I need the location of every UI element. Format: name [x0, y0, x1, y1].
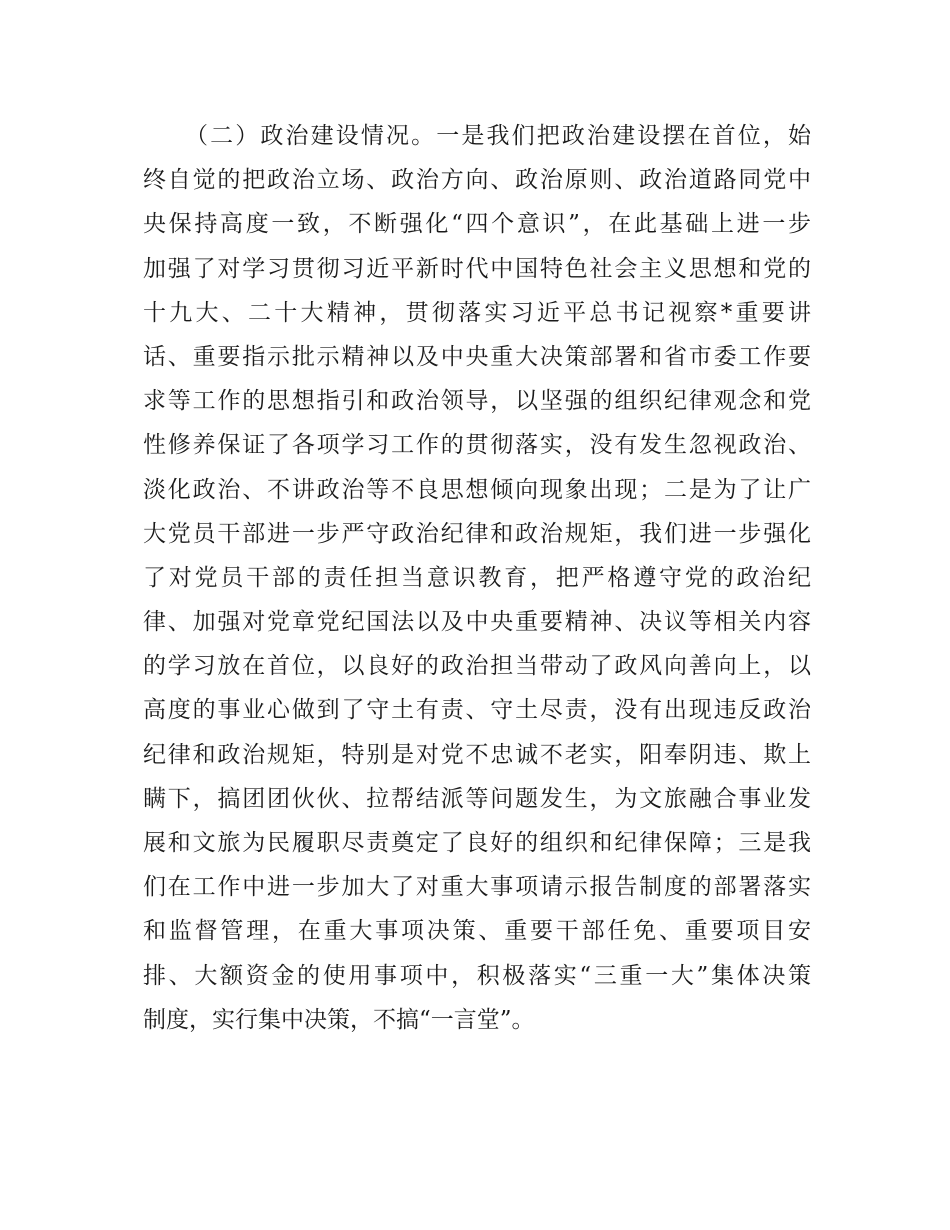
paragraph-line: 的学习放在首位，以良好的政治担当带动了政风向善向上，以 — [143, 653, 811, 680]
paragraph-line: 性修养保证了各项学习工作的贯彻落实，没有发生忽视政治、 — [143, 432, 811, 459]
body-paragraph — [143, 114, 811, 1042]
paragraph-line: 排、大额资金的使用事项中，积极落实“三重一大”集体决策 — [143, 962, 811, 989]
paragraph-line: 们在工作中进一步加大了对重大事项请示报告制度的部署落实 — [143, 874, 811, 901]
paragraph-line: 求等工作的思想指引和政治领导，以坚强的组织纪律观念和党 — [143, 388, 811, 415]
paragraph-line: 加强了对学习贯彻习近平新时代中国特色社会主义思想和党的 — [143, 255, 811, 282]
paragraph-line: 终自觉的把政治立场、政治方向、政治原则、政治道路同党中 — [143, 167, 811, 194]
paragraph-line: 和监督管理，在重大事项决策、重要干部任免、重要项目安 — [143, 918, 811, 945]
paragraph-line: 话、重要指示批示精神以及中央重大决策部署和省市委工作要 — [143, 343, 811, 370]
paragraph-line: （二）政治建设情况。一是我们把政治建设摆在首位，始 — [185, 123, 811, 149]
paragraph-line: 十九大、二十大精神，贯彻落实习近平总书记视察*重要讲 — [143, 299, 811, 326]
paragraph-line: 高度的事业心做到了守土有责、守土尽责，没有出现违反政治 — [143, 697, 811, 724]
paragraph-line: 了对党员干部的责任担当意识教育，把严格遵守党的政治纪 — [143, 564, 811, 591]
paragraph-line: 淡化政治、不讲政治等不良思想倾向现象出现；二是为了让广 — [143, 476, 811, 503]
paragraph-line: 瞒下，搞团团伙伙、拉帮结派等问题发生，为文旅融合事业发 — [143, 785, 811, 812]
paragraph-line: 展和文旅为民履职尽责奠定了良好的组织和纪律保障；三是我 — [143, 830, 811, 856]
paragraph-line: 央保持高度一致，不断强化“四个意识”，在此基础上进一步 — [143, 211, 811, 238]
paragraph-line: 律、加强对党章党纪国法以及中央重要精神、决议等相关内容 — [143, 609, 811, 636]
paragraph-line: 大党员干部进一步严守政治纪律和政治规矩，我们进一步强化 — [143, 520, 811, 547]
paragraph-line: 制度，实行集中决策，不搞“一言堂”。 — [143, 1006, 535, 1033]
paragraph-line: 纪律和政治规矩，特别是对党不忠诚不老实，阳奉阴违、欺上 — [143, 741, 811, 768]
